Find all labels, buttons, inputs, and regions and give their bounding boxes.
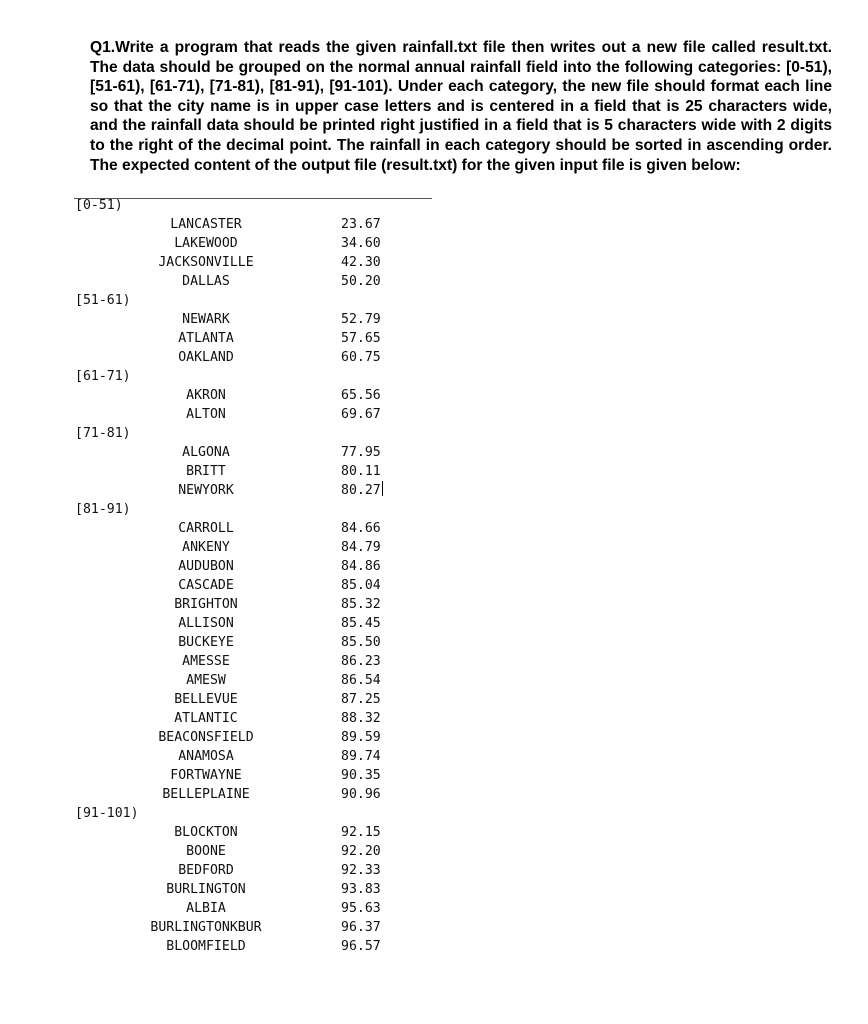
rainfall-row xyxy=(75,386,415,405)
rainfall-value-text: 65.56 xyxy=(341,388,381,403)
rainfall-value-text: 90.35 xyxy=(341,768,381,783)
rainfall-value xyxy=(341,671,381,690)
rainfall-row xyxy=(75,785,415,804)
rainfall-value xyxy=(341,215,381,234)
question-text: Q1.Write a program that reads the given rainfall.txt file then writes out a new file called result.txt. The data should be grouped on the normal annual rainfall field into the following categories: [0-51), [51-61), [61-71), [71-81), [81-91), [91-101). Under each category, the new file should format each line so that the city name is in upper case letters and is centered in a field that is 25 characters wide, and the rainfall data should be printed right justified in a field that is 5 characters wide with 2 digits to the right of the decimal point. The rainfall in each category should be sorted in ascending order. The expected content of the output file (result.txt) for the given input file is given below: xyxy=(90,39,832,174)
rainfall-value-text: 92.15 xyxy=(341,825,381,840)
rainfall-value xyxy=(341,880,381,899)
rainfall-value xyxy=(341,557,381,576)
rainfall-value xyxy=(341,405,381,424)
rainfall-value xyxy=(341,937,381,956)
rainfall-row xyxy=(75,614,415,633)
city-name: AKRON xyxy=(186,388,226,403)
rainfall-value-text: 80.27 xyxy=(341,483,381,498)
rainfall-value-text: 89.59 xyxy=(341,730,381,745)
rainfall-row xyxy=(75,899,415,918)
category-header: [91-101) xyxy=(75,806,139,821)
city-name: BLOCKTON xyxy=(174,825,238,840)
rainfall-value-text: 89.74 xyxy=(341,749,381,764)
rainfall-value xyxy=(341,728,381,747)
rainfall-row xyxy=(75,709,415,728)
rainfall-row xyxy=(75,576,415,595)
rainfall-value-text: 87.25 xyxy=(341,692,381,707)
rainfall-value-text: 34.60 xyxy=(341,236,381,251)
rainfall-value xyxy=(341,310,381,329)
rainfall-value xyxy=(341,462,381,481)
rainfall-row xyxy=(75,766,415,785)
rainfall-row xyxy=(75,538,415,557)
rainfall-value xyxy=(341,386,381,405)
rainfall-value xyxy=(341,823,381,842)
rainfall-value-text: 96.57 xyxy=(341,939,381,954)
rainfall-value xyxy=(341,842,381,861)
rainfall-value-text: 92.33 xyxy=(341,863,381,878)
city-name: BLOOMFIELD xyxy=(166,939,246,954)
rainfall-value xyxy=(341,348,381,367)
rainfall-row xyxy=(75,595,415,614)
rainfall-value-text: 69.67 xyxy=(341,407,381,422)
rainfall-value-text: 60.75 xyxy=(341,350,381,365)
rainfall-row xyxy=(75,652,415,671)
rainfall-value-text: 84.66 xyxy=(341,521,381,536)
rainfall-value-text: 85.04 xyxy=(341,578,381,593)
rainfall-row xyxy=(75,519,415,538)
rainfall-value-text: 90.96 xyxy=(341,787,381,802)
category-header: [61-71) xyxy=(75,369,131,384)
rainfall-row xyxy=(75,443,415,462)
rainfall-value-text: 85.45 xyxy=(341,616,381,631)
rainfall-value-text: 85.32 xyxy=(341,597,381,612)
city-name: BRITT xyxy=(186,464,226,479)
city-name: BELLEVUE xyxy=(174,692,238,707)
city-name: BURLINGTON xyxy=(166,882,246,897)
rainfall-value xyxy=(341,595,381,614)
city-name: NEWYORK xyxy=(178,483,234,498)
city-name: AMESW xyxy=(186,673,226,688)
rainfall-value-text: 93.83 xyxy=(341,882,381,897)
rainfall-value xyxy=(341,481,383,500)
rainfall-row xyxy=(75,823,415,842)
rainfall-value xyxy=(341,443,381,462)
rainfall-value xyxy=(341,709,381,728)
rainfall-value xyxy=(341,576,381,595)
category-header: [71-81) xyxy=(75,426,131,441)
city-name: ATLANTIC xyxy=(174,711,238,726)
rainfall-row xyxy=(75,861,415,880)
city-name: JACKSONVILLE xyxy=(158,255,254,270)
rainfall-value xyxy=(341,766,381,785)
rainfall-value-text: 50.20 xyxy=(341,274,381,289)
rainfall-value xyxy=(341,538,381,557)
city-name: ALBIA xyxy=(186,901,226,916)
rainfall-value xyxy=(341,234,381,253)
rainfall-row xyxy=(75,557,415,576)
rainfall-row xyxy=(75,690,415,709)
city-name: BELLEPLAINE xyxy=(162,787,250,802)
rainfall-row xyxy=(75,880,415,899)
rainfall-value-text: 23.67 xyxy=(341,217,381,232)
rainfall-row xyxy=(75,747,415,766)
category-header: [81-91) xyxy=(75,502,131,517)
rainfall-row xyxy=(75,405,415,424)
rainfall-value xyxy=(341,899,381,918)
rainfall-row xyxy=(75,633,415,652)
rainfall-value xyxy=(341,614,381,633)
city-name: NEWARK xyxy=(182,312,230,327)
rainfall-value xyxy=(341,272,381,291)
rainfall-value-text: 86.23 xyxy=(341,654,381,669)
city-name: ATLANTA xyxy=(178,331,234,346)
rainfall-row xyxy=(75,481,415,500)
rainfall-value-text: 96.37 xyxy=(341,920,381,935)
rainfall-value-text: 95.63 xyxy=(341,901,381,916)
rainfall-row xyxy=(75,310,415,329)
rainfall-value xyxy=(341,861,381,880)
city-name: ALTON xyxy=(186,407,226,422)
rainfall-value xyxy=(341,652,381,671)
text-cursor xyxy=(382,481,383,496)
city-name: BUCKEYE xyxy=(178,635,234,650)
rainfall-row xyxy=(75,329,415,348)
result-file-output xyxy=(75,196,415,956)
city-name: ALGONA xyxy=(182,445,230,460)
rainfall-row xyxy=(75,842,415,861)
rainfall-value xyxy=(341,785,381,804)
rainfall-value-text: 42.30 xyxy=(341,255,381,270)
rainfall-row xyxy=(75,937,415,956)
rainfall-row xyxy=(75,253,415,272)
city-name: FORTWAYNE xyxy=(170,768,242,783)
city-name: LANCASTER xyxy=(170,217,242,232)
rainfall-row xyxy=(75,918,415,937)
rainfall-value-text: 84.79 xyxy=(341,540,381,555)
rainfall-value-text: 86.54 xyxy=(341,673,381,688)
city-name: ANKENY xyxy=(182,540,230,555)
city-name: CASCADE xyxy=(178,578,234,593)
city-name: AMESSE xyxy=(182,654,230,669)
rainfall-value-text: 80.11 xyxy=(341,464,381,479)
city-name: OAKLAND xyxy=(178,350,234,365)
rainfall-value-text: 52.79 xyxy=(341,312,381,327)
rainfall-value xyxy=(341,519,381,538)
rainfall-value-text: 84.86 xyxy=(341,559,381,574)
rainfall-value xyxy=(341,253,381,272)
rainfall-row xyxy=(75,462,415,481)
rainfall-row xyxy=(75,348,415,367)
city-name: AUDUBON xyxy=(178,559,234,574)
rainfall-value xyxy=(341,329,381,348)
city-name: ANAMOSA xyxy=(178,749,234,764)
rainfall-value-text: 88.32 xyxy=(341,711,381,726)
city-name: ALLISON xyxy=(178,616,234,631)
rainfall-value-text: 57.65 xyxy=(341,331,381,346)
city-name: DALLAS xyxy=(182,274,230,289)
rainfall-row xyxy=(75,272,415,291)
category-header: [51-61) xyxy=(75,293,131,308)
rainfall-value xyxy=(341,690,381,709)
rainfall-value-text: 85.50 xyxy=(341,635,381,650)
city-name: BEDFORD xyxy=(178,863,234,878)
rainfall-row xyxy=(75,234,415,253)
rainfall-value-text: 92.20 xyxy=(341,844,381,859)
rainfall-value xyxy=(341,918,381,937)
rainfall-row xyxy=(75,671,415,690)
rainfall-value-text: 77.95 xyxy=(341,445,381,460)
rainfall-value xyxy=(341,747,381,766)
rainfall-row xyxy=(75,215,415,234)
rainfall-row xyxy=(75,728,415,747)
city-name: BEACONSFIELD xyxy=(158,730,254,745)
rainfall-value xyxy=(341,633,381,652)
city-name: BURLINGTONKBUR xyxy=(150,920,262,935)
city-name: BRIGHTON xyxy=(174,597,238,612)
city-name: LAKEWOOD xyxy=(174,236,238,251)
city-name: CARROLL xyxy=(178,521,234,536)
city-name: BOONE xyxy=(186,844,226,859)
category-header: [0-51) xyxy=(75,198,123,213)
